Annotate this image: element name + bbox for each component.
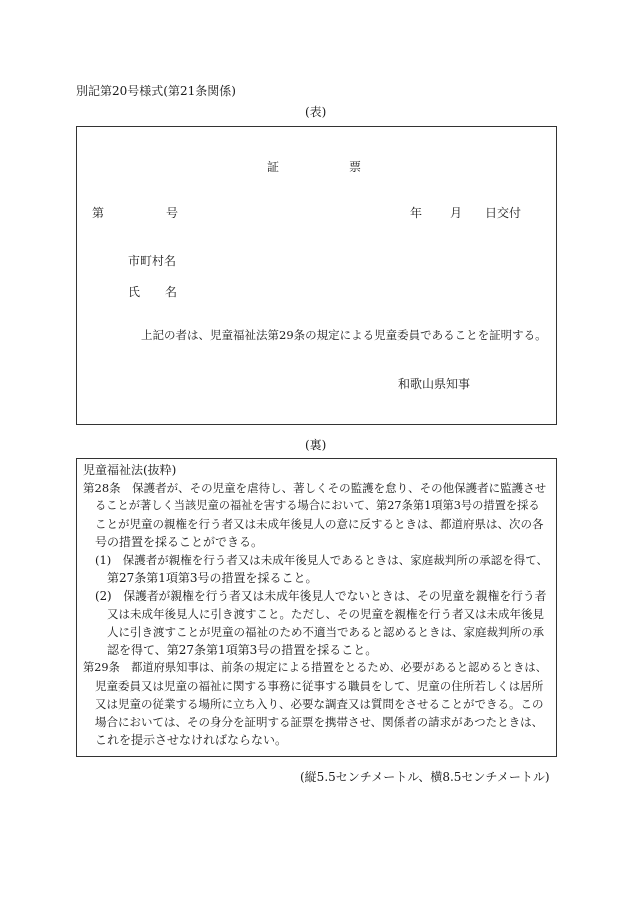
item-2-line: 又は未成年後見人に引き渡すこと。ただし、その児童を親権を行う者又は未成年後見 — [107, 607, 544, 621]
article-28-line: ることが著しく当該児童の福祉を害する場合において、第27条第1項第3号の措置を採る — [95, 499, 540, 512]
certificate-back-box — [76, 458, 557, 757]
article-29-line: 第29条 都道府県知事は、前条の規定による措置をとるため、必要があると認めるときは、 — [83, 661, 547, 674]
article-29-line: 場合においては、その身分を証明する証票を携帯させ、関係者の請求があつたときは、 — [95, 715, 544, 729]
certification-text: 上記の者は、児童福祉法第29条の規定による児童委員であることを証明する。 — [141, 328, 547, 342]
form-label: 別記第20号様式(第21条関係) — [76, 84, 236, 98]
number-suffix: 号 — [166, 206, 179, 220]
article-28-line: 号の措置を採ることができる。 — [95, 535, 264, 549]
article-29-line: 児童委員又は児童の福祉に関する事務に従事する職員をして、児童の住所若しくは居所 — [95, 679, 544, 693]
back-label: (裏) — [305, 438, 327, 452]
item-2-line: (2) 保護者が親権を行う者又は未成年後見人でないときは、その児童を親権を行う者 — [95, 589, 547, 603]
article-28-line: ことが児童の親権を行う者又は未成年後見人の意に反するときは、都道府県は、次の各 — [95, 517, 544, 531]
date-month: 月 — [450, 206, 463, 220]
front-label: (表) — [305, 105, 327, 119]
certificate-front-box — [76, 126, 557, 425]
article-29-line: これを提示させなければならない。 — [95, 733, 288, 747]
name-label-second: 名 — [165, 285, 178, 299]
item-2-line: 人に引き渡すことが児童の福祉のため不適当であると認めるときは、家庭裁判所の承 — [107, 625, 544, 639]
number-prefix: 第 — [92, 206, 105, 220]
date-issued: 日交付 — [485, 206, 522, 220]
municipality-label: 市町村名 — [128, 254, 177, 268]
article-29-line: 又は児童の従業する場所に立ち入り、必要な調査又は質問をさせることができる。この — [95, 697, 544, 711]
name-label-first: 氏 — [128, 285, 141, 299]
issuer-name: 和歌山県知事 — [398, 377, 471, 391]
size-note: (縦5.5センチメートル、横8.5センチメートル) — [300, 770, 550, 784]
item-2-line: 認を得て、第27条第1項第3号の措置を採ること。 — [107, 643, 378, 657]
title-char-left: 証 — [267, 160, 280, 174]
title-char-right: 票 — [349, 160, 362, 174]
date-year: 年 — [410, 206, 423, 220]
article-28-line: 第28条 保護者が、その児童を虐待し、著しくその監護を怠り、その他保護者に監護させ — [83, 481, 547, 495]
item-1-line: 第27条第1項第3号の措置を採ること。 — [107, 571, 318, 585]
law-excerpt-heading: 児童福祉法(抜粋) — [83, 463, 177, 477]
item-1-line: (1) 保護者が親権を行う者又は未成年後見人であるときは、家庭裁判所の承認を得て、 — [95, 553, 549, 567]
